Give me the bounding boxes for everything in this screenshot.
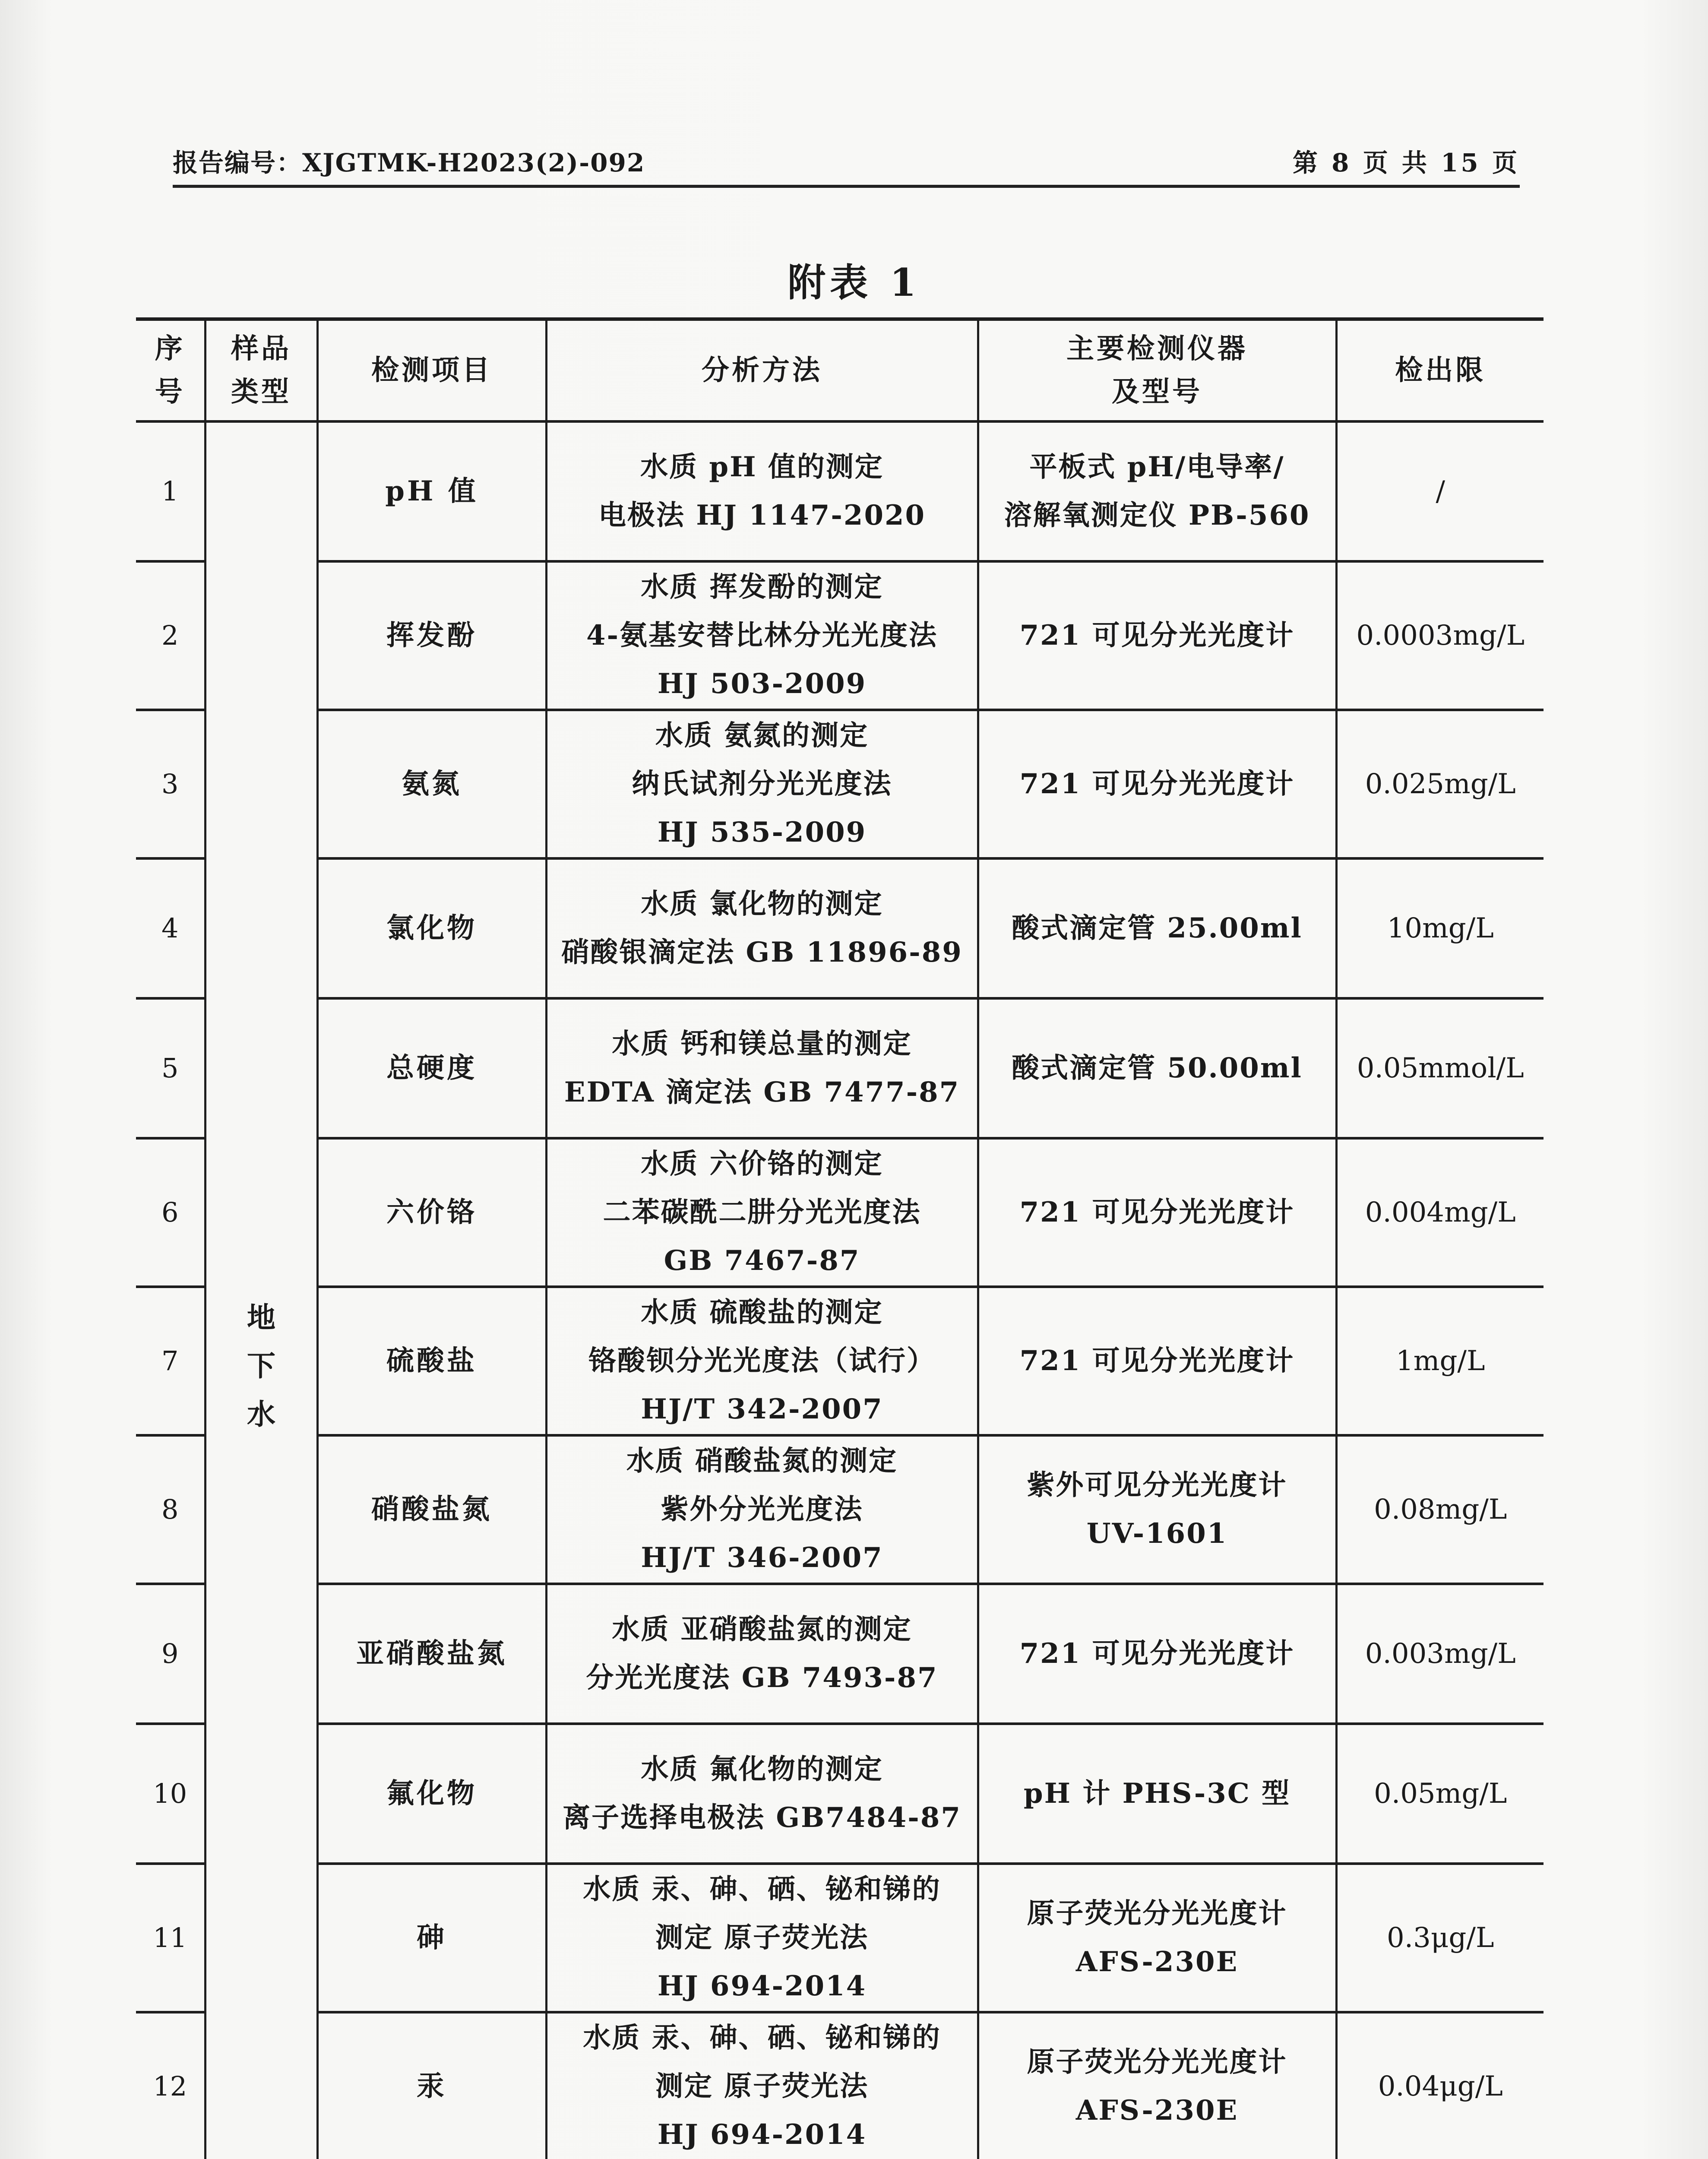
cell-method [546,561,978,710]
cell-seq: 11 [136,1864,205,2012]
cell-seq: 1 [136,421,205,561]
page-header [173,137,1520,188]
cell-method [546,1435,978,1584]
cell-item: 砷 [317,1864,546,2012]
cell-method [546,2012,978,2159]
cell-method [546,1287,978,1435]
method-line: GB 7467-87 [664,1244,860,1277]
cell-instrument [978,1138,1336,1287]
cell-instrument [978,421,1336,561]
cell-method [546,421,978,561]
cell-limit: 10mg/L [1336,858,1544,998]
cell-seq: 2 [136,561,205,710]
cell-method [546,1864,978,2012]
instrument-line: 平板式 pH/电导率/ [1029,451,1285,483]
cell-method [546,1724,978,1864]
cell-method [546,998,978,1138]
method-line: HJ 503-2009 [657,668,867,700]
cell-item: 氯化物 [317,858,546,998]
instrument-line: 721 可见分光光度计 [1019,768,1295,800]
appendix-table [136,317,1544,2159]
cell-limit: 0.04μg/L [1336,2012,1544,2159]
cell-limit: 0.0003mg/L [1336,561,1544,710]
method-line: 水质 汞、砷、硒、铋和锑的 [583,1873,941,1906]
cell-seq: 3 [136,710,205,858]
cell-item: 汞 [317,2012,546,2159]
method-line: HJ/T 342-2007 [641,1393,883,1425]
method-line: 水质 氯化物的测定 [641,888,883,920]
table-row [136,858,1544,998]
method-line: HJ 535-2009 [657,816,867,848]
cell-limit: 0.025mg/L [1336,710,1544,858]
instrument-line: AFS-230E [1075,1946,1239,1978]
cell-seq: 7 [136,1287,205,1435]
cell-instrument [978,1724,1336,1864]
header-instrument: 主要检测仪器 及型号 [978,319,1336,421]
cell-item: 硫酸盐 [317,1287,546,1435]
table-row [136,1724,1544,1864]
instrument-line: 原子荧光分光光度计 [1027,2046,1287,2078]
method-line: 水质 亚硝酸盐氮的测定 [612,1613,912,1646]
instrument-line: AFS-230E [1075,2094,1239,2127]
table-header-row [136,319,1544,421]
cell-limit: 0.3μg/L [1336,1864,1544,2012]
method-line: 水质 硫酸盐的测定 [641,1296,883,1329]
cell-item: 氟化物 [317,1724,546,1864]
table-row [136,2012,1544,2159]
cell-limit: 0.004mg/L [1336,1138,1544,1287]
table-row [136,998,1544,1138]
method-line: 水质 挥发酚的测定 [641,571,883,603]
cell-instrument [978,1287,1336,1435]
cell-limit: 0.05mmol/L [1336,998,1544,1138]
table-body [136,421,1544,2159]
method-line: 二苯碳酰二肼分光光度法 [603,1196,921,1228]
instrument-line: 721 可见分光光度计 [1019,1637,1295,1670]
cell-method [546,710,978,858]
method-line: 水质 pH 值的测定 [640,451,884,483]
cell-instrument [978,998,1336,1138]
header-limit: 检出限 [1336,319,1544,421]
method-line: 测定 原子荧光法 [655,2070,869,2102]
method-line: HJ 694-2014 [657,2118,867,2151]
header-seq: 序 号 [136,319,205,421]
instrument-line: 721 可见分光光度计 [1019,619,1295,652]
method-line: EDTA 滴定法 GB 7477-87 [564,1076,960,1108]
instrument-line: 溶解氧测定仪 PB-560 [1004,499,1310,532]
cell-item: 氨氮 [317,710,546,858]
cell-limit: 0.003mg/L [1336,1584,1544,1724]
cell-item: 亚硝酸盐氮 [317,1584,546,1724]
method-line: 水质 氟化物的测定 [641,1753,883,1785]
table-row [136,710,1544,858]
page-number: 第 8 页 共 15 页 [1292,148,1520,177]
method-line: HJ/T 346-2007 [641,1542,883,1574]
cell-instrument [978,561,1336,710]
header-method: 分析方法 [546,319,978,421]
table-row [136,1584,1544,1724]
sample-type-char: 下 [247,1349,275,1383]
cell-limit: / [1336,421,1544,561]
method-line: 测定 原子荧光法 [655,1922,869,1954]
method-line: 电极法 HJ 1147-2020 [598,499,926,532]
report-number: 报告编号：XJGTMK-H2023(2)-092 [173,148,645,177]
method-line: HJ 694-2014 [657,1970,867,2002]
instrument-line: UV-1601 [1086,1517,1228,1550]
method-line: 4-氨基安替比林分光光度法 [586,619,938,652]
instrument-line: 原子荧光分光光度计 [1027,1897,1287,1930]
cell-instrument [978,710,1336,858]
instrument-line: pH 计 PHS-3C 型 [1023,1777,1291,1810]
table-row [136,421,1544,561]
cell-method [546,1584,978,1724]
cell-method [546,858,978,998]
cell-seq: 4 [136,858,205,998]
cell-instrument [978,858,1336,998]
table-row [136,1435,1544,1584]
method-line: 硝酸银滴定法 GB 11896-89 [561,936,963,969]
sample-type-char: 地 [247,1300,275,1334]
cell-seq: 5 [136,998,205,1138]
table-row [136,1287,1544,1435]
instrument-line: 721 可见分光光度计 [1019,1196,1295,1228]
instrument-line: 酸式滴定管 25.00ml [1012,912,1303,944]
cell-item: pH 值 [317,421,546,561]
cell-instrument [978,1864,1336,2012]
cell-limit: 0.08mg/L [1336,1435,1544,1584]
cell-seq: 12 [136,2012,205,2159]
cell-seq: 6 [136,1138,205,1287]
method-line: 水质 钙和镁总量的测定 [612,1028,912,1060]
header-sample-type: 样品 类型 [205,319,317,421]
method-line: 铬酸钡分光光度法（试行） [588,1345,936,1377]
table-row [136,1138,1544,1287]
cell-instrument [978,2012,1336,2159]
header-item: 检测项目 [317,319,546,421]
sample-type-char: 水 [247,1397,275,1431]
instrument-line: 紫外可见分光光度计 [1027,1469,1287,1501]
method-line: 水质 氨氮的测定 [655,719,869,752]
cell-seq: 8 [136,1435,205,1584]
table-row [136,561,1544,710]
table-title: 附表 1 [788,260,920,305]
method-line: 水质 六价铬的测定 [641,1148,883,1180]
table-row [136,1864,1544,2012]
method-line: 水质 硝酸盐氮的测定 [626,1445,898,1477]
cell-instrument [978,1584,1336,1724]
instrument-line: 721 可见分光光度计 [1019,1345,1295,1377]
method-line: 离子选择电极法 GB7484-87 [563,1801,962,1834]
cell-item: 挥发酚 [317,561,546,710]
cell-limit: 1mg/L [1336,1287,1544,1435]
method-line: 水质 汞、砷、硒、铋和锑的 [583,2022,941,2054]
method-line: 纳氏试剂分光光度法 [632,768,892,800]
cell-item: 硝酸盐氮 [317,1435,546,1584]
cell-limit: 0.05mg/L [1336,1724,1544,1864]
cell-item: 总硬度 [317,998,546,1138]
method-line: 分光光度法 GB 7493-87 [586,1662,938,1694]
cell-seq: 9 [136,1584,205,1724]
cell-seq: 10 [136,1724,205,1864]
method-line: 紫外分光光度法 [661,1493,863,1526]
cell-method [546,1138,978,1287]
cell-instrument [978,1435,1336,1584]
cell-item: 六价铬 [317,1138,546,1287]
cell-sample-type [205,421,317,2159]
instrument-line: 酸式滴定管 50.00ml [1012,1052,1303,1084]
